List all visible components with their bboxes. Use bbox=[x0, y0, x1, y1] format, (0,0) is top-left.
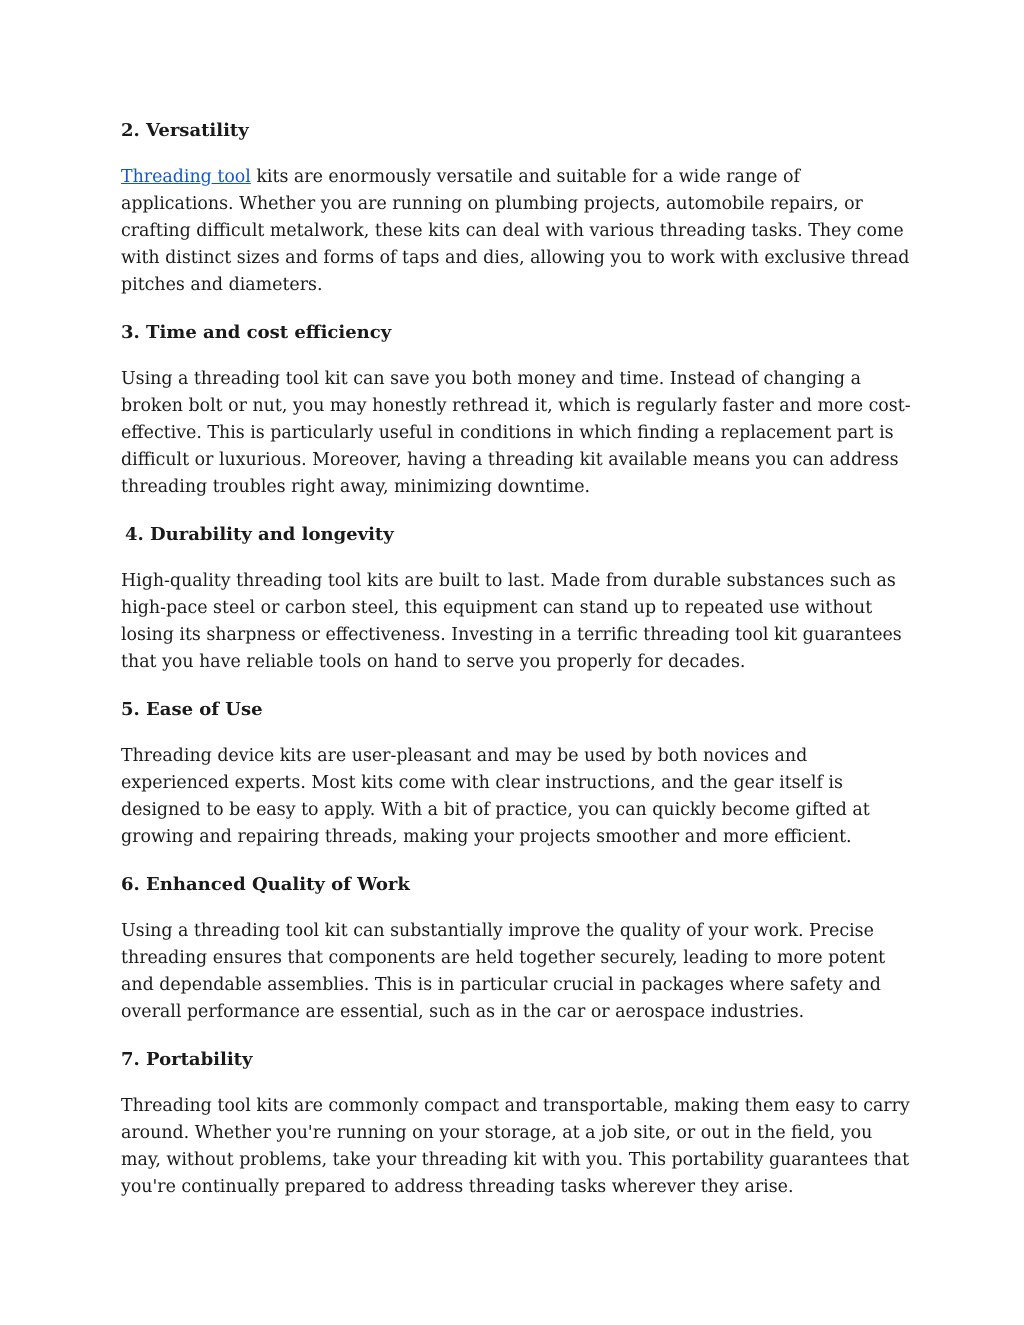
section-paragraph: Using a threading tool kit can substantially improve the quality of your work. Precise threading ensures that components are held together securely, leading to more potent and dependable assemblies. This is in particular crucial in packages where safety and overall performance are essential, such as in the car or aerospace industries. bbox=[121, 921, 886, 1022]
section-paragraph: Threading device kits are user-pleasant and may be used by both novices and experienced experts. Most kits come with clear instructions, and the gear itself is designed to be easy to apply. With a bit of practice, you can quickly become gifted at growing and repairing threads, making your projects smoother and more efficient. bbox=[121, 746, 870, 847]
section-paragraph: Threading tool kits are commonly compact and transportable, making them easy to carry around. Whether you're running on your storage, at a job site, or out in the field, you may, without problems, take your threading kit with you. This portability guarantees that you're continually prepared to address threading tasks wherever they arise. bbox=[121, 1096, 910, 1197]
section-heading: 4. Durability and longevity bbox=[125, 524, 394, 545]
section-portability bbox=[121, 1046, 911, 1201]
section-heading: 3. Time and cost efficiency bbox=[121, 322, 392, 343]
threading-tool-link[interactable]: Threading tool bbox=[121, 167, 251, 187]
paragraph-text: kits are enormously versatile and suitable for a wide range of applications. Whether you are running on plumbing projects, automobile repairs, or crafting difficult metalwork, these kits can deal with various threading tasks. They come with distinct sizes and forms of taps and dies, allowing you to work with exclusive thread pitches and diameters. bbox=[121, 167, 910, 295]
document-page bbox=[121, 117, 911, 1221]
section-heading: 7. Portability bbox=[121, 1049, 253, 1070]
section-paragraph bbox=[121, 164, 911, 299]
section-heading: 6. Enhanced Quality of Work bbox=[121, 874, 410, 895]
section-durability-longevity bbox=[121, 521, 911, 676]
section-paragraph: Using a threading tool kit can save you both money and time. Instead of changing a broken bolt or nut, you may honestly rethread it, which is regularly faster and more cost-effective. This is particularly useful in conditions in which finding a replacement part is difficult or luxurious. Moreover, having a threading kit available means you can address threading troubles right away, minimizing downtime. bbox=[121, 369, 911, 497]
section-versatility bbox=[121, 117, 911, 299]
section-paragraph: High-quality threading tool kits are built to last. Made from durable substances such as high-pace steel or carbon steel, this equipment can stand up to repeated use without losing its sharpness or effectiveness. Investing in a terrific threading tool kit guarantees that you have reliable tools on hand to serve you properly for decades. bbox=[121, 571, 902, 672]
section-heading: 2. Versatility bbox=[121, 120, 249, 141]
section-ease-of-use bbox=[121, 696, 911, 851]
section-time-cost-efficiency bbox=[121, 319, 911, 501]
section-heading: 5. Ease of Use bbox=[121, 699, 263, 720]
section-enhanced-quality bbox=[121, 871, 911, 1026]
